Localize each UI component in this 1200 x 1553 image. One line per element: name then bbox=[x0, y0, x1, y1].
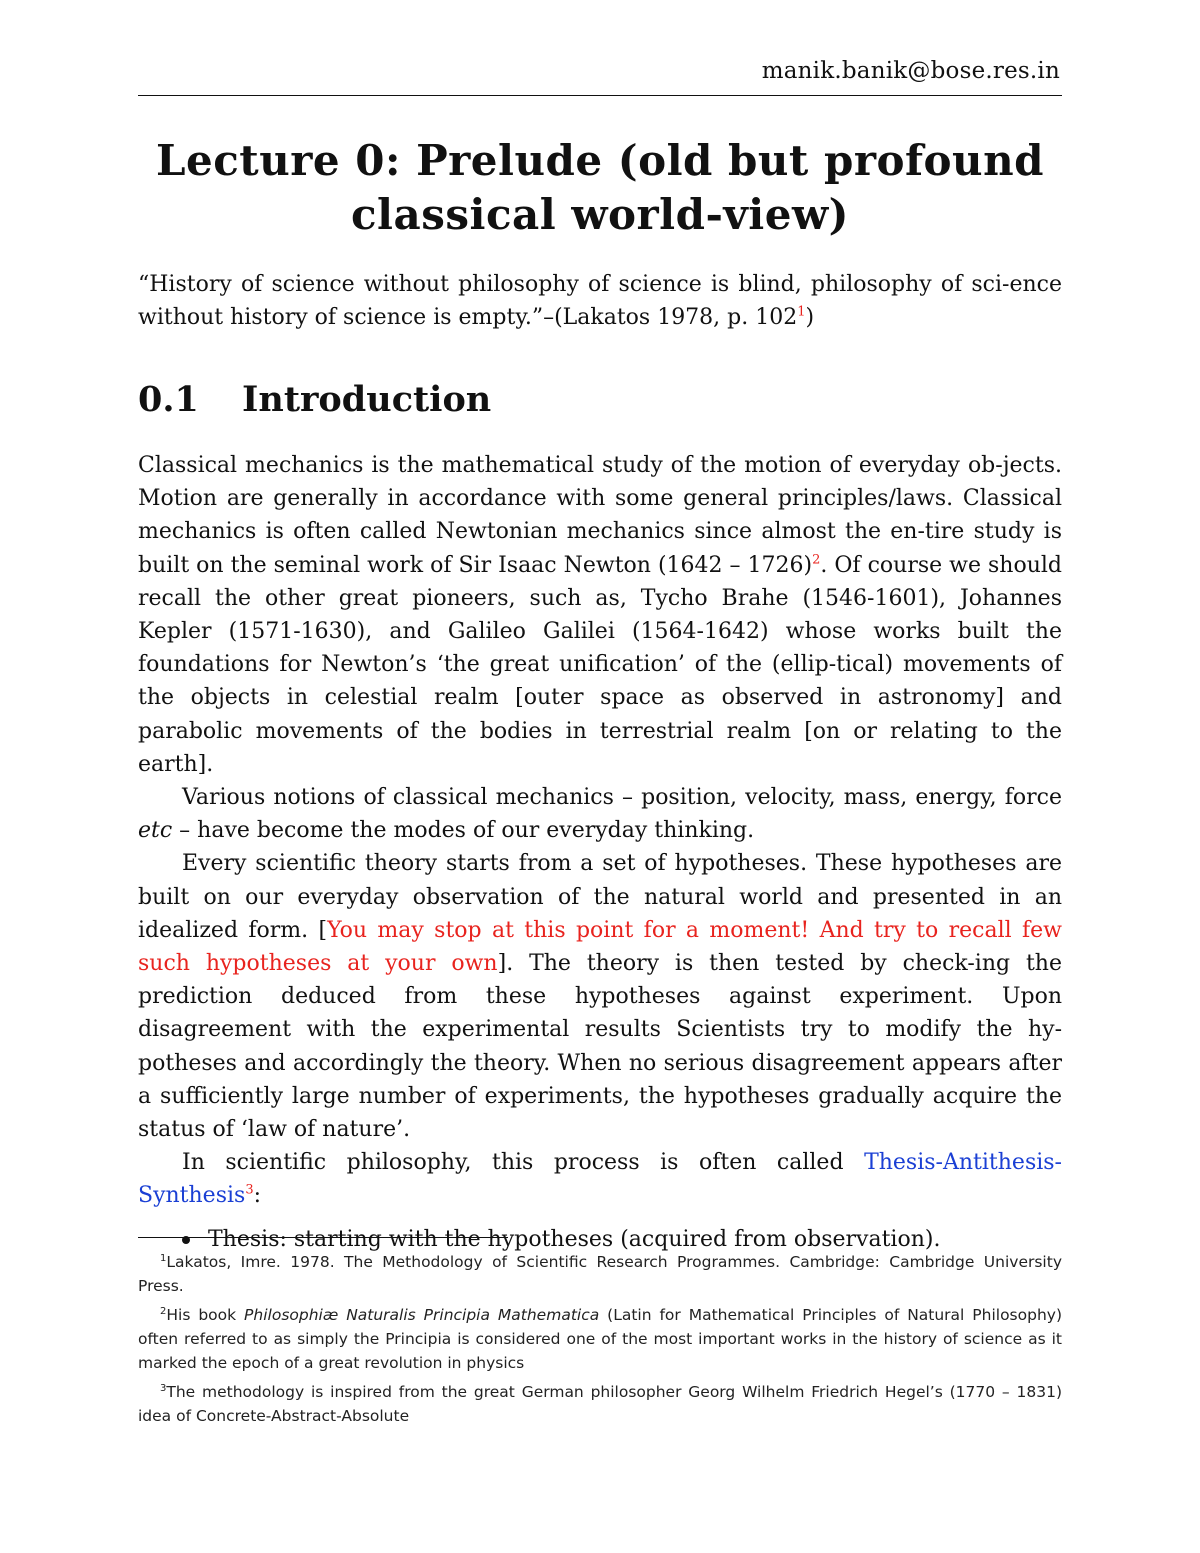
paragraph-1-tail: . Of course we should recall the other great pioneers, such as, Tycho Brahe (1546-1601), Johannes Kepler (1571-1630), and Galileo Galilei (1564-1642) whose works built the foundations for Newton’s ‘the great unification’ of the (ellip-tical) movements of the objects in celestial realm [outer space as observed in astronomy] and parabolic movements of the bodies in terrestrial realm [on or relating to the earth]. bbox=[138, 552, 1062, 777]
epigraph-closing: ) bbox=[805, 305, 815, 330]
paragraph-1-text: Classical mechanics is the mathematical study of the motion of everyday ob-jects. Motion are generally in accordance with some general principles/laws. Classical mechanics is often called Newtonian mechanics since almost the en-tire study is built on the seminal work of Sir Isaac Newton (1642 – 1726) bbox=[138, 453, 1062, 578]
epigraph-quote bbox=[138, 268, 1062, 334]
section-number: 0.1 bbox=[138, 379, 199, 420]
footnote-2-book-title: Philosophiæ Naturalis Principia Mathematica bbox=[244, 1306, 600, 1324]
footnote-ref-2[interactable]: 2 bbox=[812, 552, 821, 568]
footnote-2-after: (Latin for Mathematical Principles of Natural Philosophy) often referred to as simply the Principia is considered one of the most important works in the history of science as it marked the epoch of a great revolution in physics bbox=[138, 1306, 1062, 1372]
paragraph-4 bbox=[138, 1146, 1062, 1212]
footnote-2 bbox=[138, 1303, 1062, 1375]
title-line-1: Lecture 0: Prelude (old but profound bbox=[155, 136, 1044, 185]
section-heading bbox=[138, 378, 491, 422]
paragraph-2-before: Various notions of classical mechanics – position, velocity, mass, energy, force bbox=[182, 785, 1062, 811]
paragraph-3 bbox=[138, 847, 1062, 1146]
thesis-antithesis-synthesis-link[interactable]: Thesis-Antithesis-Synthesis bbox=[138, 1150, 1062, 1209]
list-item-text: Thesis: starting with the hypotheses (acquired from observation). bbox=[208, 1226, 941, 1252]
epigraph-text: “History of science without philosophy of science is blind, philosophy of sci-ence without history of science is empty.”–(Lakatos 1978, p. 102 bbox=[138, 272, 1062, 330]
footnote-2-mark: 2 bbox=[160, 1305, 167, 1317]
paragraph-2-em: etc bbox=[138, 818, 173, 844]
paragraph-3-before: Every scientific theory starts from a set of hypotheses. These hypotheses are built on our everyday observation of the natural world and presented in an idealized form. [ bbox=[138, 851, 1062, 943]
paragraph-3-after: ]. The theory is then tested by check-ing the prediction deduced from these hypotheses against experiment. Upon disagreement with the experimental results Scientists try to modify the hy-potheses and accordingly the theory. When no serious disagreement appears after a sufficiently large number of experiments, the hypotheses gradually acquire the status of ‘law of nature’. bbox=[138, 951, 1062, 1143]
footnote-ref-3[interactable]: 3 bbox=[245, 1183, 254, 1199]
footnote-3 bbox=[138, 1380, 1062, 1428]
section-body bbox=[138, 449, 1062, 1256]
paragraph-4-after: : bbox=[253, 1183, 262, 1209]
paragraph-2-after: – have become the modes of our everyday thinking. bbox=[172, 818, 755, 844]
highlighted-prompt: You may stop at this point for a moment! And try to recall few such hypotheses at your own bbox=[138, 917, 1062, 977]
page-title bbox=[138, 134, 1062, 242]
footnote-2-before: His book bbox=[166, 1306, 245, 1324]
paragraph-4-before: In scientific philosophy, this process is often called bbox=[182, 1150, 865, 1176]
footnote-3-mark: 3 bbox=[160, 1382, 167, 1394]
footnote-ref-1[interactable]: 1 bbox=[797, 304, 806, 320]
header-email: manik.banik@bose.res.in bbox=[761, 58, 1060, 84]
section-title: Introduction bbox=[242, 379, 492, 420]
footnotes bbox=[138, 1250, 1062, 1433]
footnote-3-text: The methodology is inspired from the great German philosopher Georg Wilhelm Friedrich Hegel’s (1770 – 1831) idea of Concrete-Abstract-Absolute bbox=[138, 1383, 1062, 1425]
footnote-1-text: Lakatos, Imre. 1978. The Methodology of Scientific Research Programmes. Cambridge: Cambridge University Press. bbox=[138, 1253, 1062, 1295]
paragraph-1 bbox=[138, 449, 1062, 781]
footnote-1-mark: 1 bbox=[160, 1252, 167, 1264]
footnote-rule bbox=[138, 1237, 508, 1238]
title-line-2: classical world-view) bbox=[350, 190, 849, 239]
paragraph-2 bbox=[138, 781, 1062, 847]
footnote-1 bbox=[138, 1250, 1062, 1298]
header-rule bbox=[138, 95, 1062, 96]
